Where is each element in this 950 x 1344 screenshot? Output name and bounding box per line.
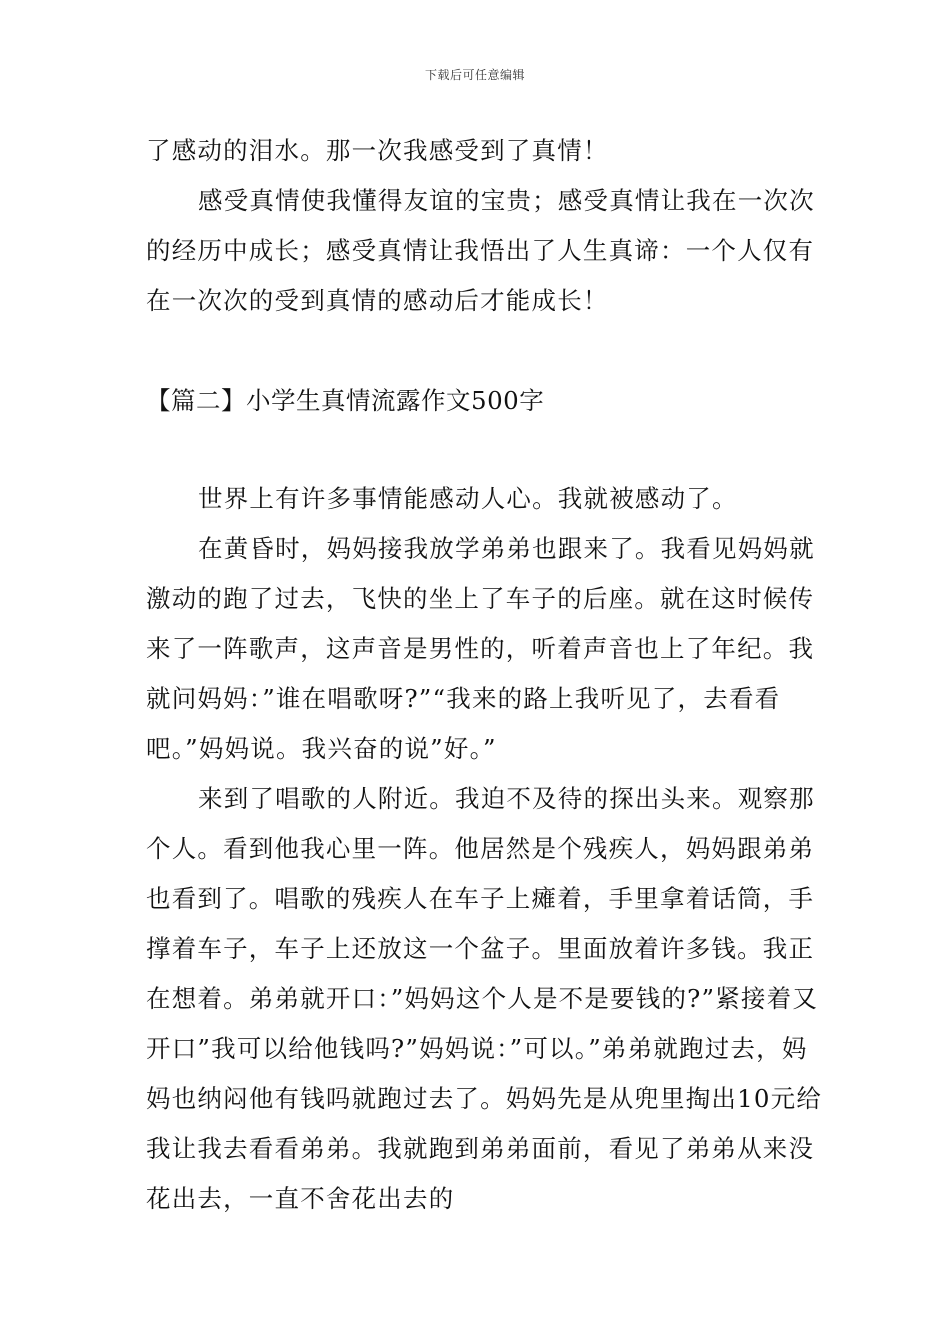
paragraph: 来到了唱歌的人附近。我迫不及待的探出头来。观察那个人。看到他我心里一阵。他居然是个残疾人，妈妈跟弟弟也看到了。唱歌的残疾人在车子上瘫着，手里拿着话筒，手撑着车子，车子上还放这一个盆子。里面放着许多钱。我正在想着。弟弟就开口：”妈妈这个人是不是要钱的?”紧接着又开口”我可以给他钱吗?”妈妈说：”可以。”弟弟就跑过去，妈妈也纳闷他有钱吗就跑过去了。妈妈先是从兜里掏出10元给我让我去看看弟弟。我就跑到弟弟面前，看见了弟弟从来没花出去，一直不舍花出去的 [146, 784, 823, 1213]
section-title: 【篇二】小学生真情流露作文500字 [146, 386, 545, 415]
section1-body [146, 126, 826, 326]
header-note: 下载后可任意编辑 [424, 68, 525, 82]
section2-body [146, 474, 826, 1224]
paragraph: 了感动的泪水。那一次我感受到了真情！ [146, 136, 609, 165]
paragraph: 在黄昏时，妈妈接我放学弟弟也跟来了。我看见妈妈就激动的跑了过去，飞快的坐上了车子的后座。就在这时候传来了一阵歌声，这声音是男性的，听着声音也上了年纪。我就问妈妈：”谁在唱歌呀?”“我来的路上我听见了，去看看吧。”妈妈说。我兴奋的说”好。” [146, 534, 815, 763]
paragraph: 世界上有许多事情能感动人心。我就被感动了。 [198, 484, 738, 513]
paragraph: 感受真情使我懂得友谊的宝贵；感受真情让我在一次次的经历中成长；感受真情让我悟出了人生真谛：一个人仅有在一次次的受到真情的感动后才能成长！ [146, 186, 815, 315]
